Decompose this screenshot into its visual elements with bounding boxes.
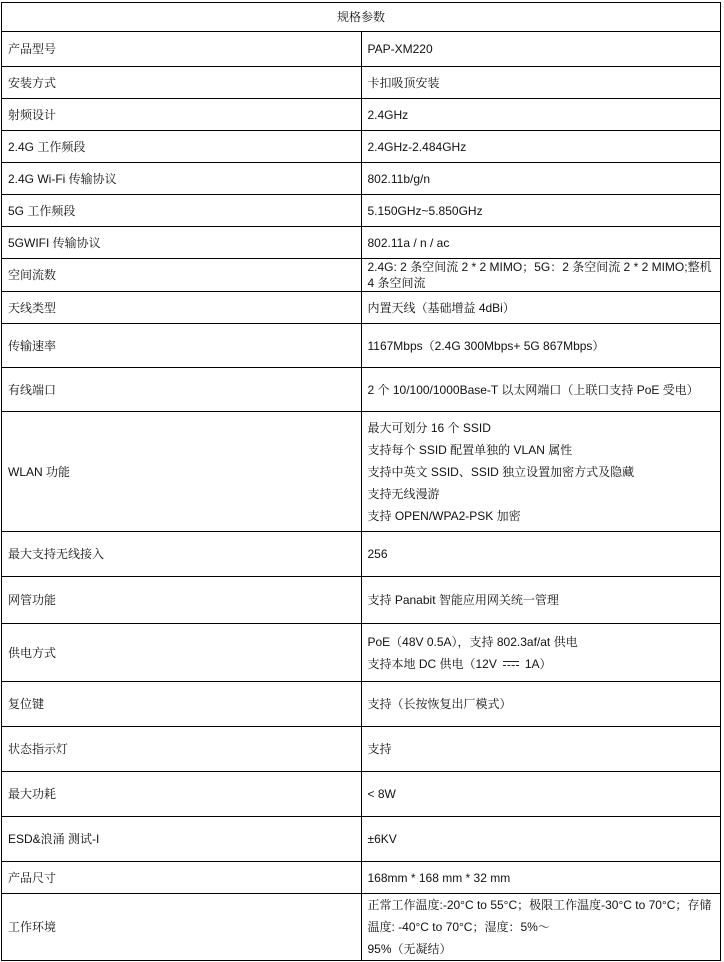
row-value: 卡扣吸顶安装 — [361, 67, 721, 99]
table-row — [2, 624, 721, 682]
table-row — [2, 32, 721, 67]
row-value: 支持 Panabit 智能应用网关统一管理 — [361, 577, 721, 624]
table-header-row — [2, 3, 721, 32]
row-value: 2.4GHz-2.484GHz — [361, 131, 721, 163]
row-label: 传输速率 — [2, 324, 362, 368]
table-row — [2, 324, 721, 368]
power-dc-text: 支持本地 DC 供电（12V — [367, 656, 497, 671]
row-value: ±6KV — [361, 817, 721, 862]
env-line: 95%（无凝结） — [367, 942, 452, 956]
table-row — [2, 99, 721, 131]
table-row — [2, 532, 721, 577]
row-value: 802.11b/g/n — [361, 163, 721, 195]
wlan-line: 支持无线漫游 — [367, 486, 440, 501]
wlan-line: 最大可划分 16 个 SSID — [367, 420, 491, 435]
row-label: 工作环境 — [2, 894, 362, 961]
row-value: 5.150GHz~5.850GHz — [361, 195, 721, 227]
row-value: 256 — [361, 532, 721, 577]
table-row — [2, 292, 721, 324]
wlan-line: 支持中英文 SSID、SSID 独立设置加密方式及隐藏 — [367, 464, 635, 479]
row-label: ESD&浪涌 测试-I — [2, 817, 362, 862]
row-value-text: 2 个 10/100/1000Base-T 以太网端口（上联口支持 PoE 受电） — [367, 382, 699, 397]
row-label: 5GWIFI 传输协议 — [2, 227, 362, 259]
row-value: 支持 — [361, 727, 721, 772]
table-row — [2, 368, 721, 412]
row-label: 状态指示灯 — [2, 727, 362, 772]
env-line: 正常工作温度:-20°C to 55°C；极限工作温度-30°C to 70°C；存储温度: -40°C to 70°C；湿度：5%～ — [367, 898, 712, 934]
table-row — [2, 412, 721, 532]
row-label: 最大功耗 — [2, 772, 362, 817]
table-row — [2, 682, 721, 727]
table-row — [2, 259, 721, 292]
row-value: 168mm * 168 mm * 32 mm — [361, 862, 721, 894]
row-value: PAP-XM220 — [361, 32, 721, 67]
row-label: 射频设计 — [2, 99, 362, 131]
row-value: 支持（长按恢复出厂模式） — [361, 682, 721, 727]
table-row — [2, 817, 721, 862]
row-value: 1167Mbps（2.4G 300Mbps+ 5G 867Mbps） — [361, 324, 721, 368]
row-label: 安装方式 — [2, 67, 362, 99]
row-label: 2.4G 工作频段 — [2, 131, 362, 163]
row-value — [361, 412, 721, 532]
table-row — [2, 163, 721, 195]
row-label: 供电方式 — [2, 624, 362, 682]
table-row — [2, 227, 721, 259]
table-title: 规格参数 — [2, 3, 721, 32]
row-value — [361, 624, 721, 682]
wlan-line: 支持每个 SSID 配置单独的 VLAN 属性 — [367, 442, 573, 457]
row-label: 最大支持无线接入 — [2, 532, 362, 577]
table-row — [2, 67, 721, 99]
row-value — [361, 368, 721, 412]
power-line-poe: PoE（48V 0.5A），支持 802.3af/at 供电 — [367, 634, 578, 649]
row-value — [361, 894, 721, 961]
row-label: 复位键 — [2, 682, 362, 727]
table-row — [2, 577, 721, 624]
row-value: 2.4GHz — [361, 99, 721, 131]
table-row — [2, 727, 721, 772]
wlan-line: 支持 OPEN/WPA2-PSK 加密 — [367, 508, 521, 523]
table-row — [2, 862, 721, 894]
row-value: 802.11a / n / ac — [361, 227, 721, 259]
spec-table — [1, 2, 721, 961]
table-row — [2, 894, 721, 961]
power-line-dc — [368, 653, 715, 675]
row-label: 天线类型 — [2, 292, 362, 324]
dc-symbol-icon — [503, 660, 519, 668]
row-value: 2.4G: 2 条空间流 2 * 2 MIMO；5G：2 条空间流 2 * 2 MIMO;整机 4 条空间流 — [361, 259, 721, 292]
row-label: 产品尺寸 — [2, 862, 362, 894]
row-label: 空间流数 — [2, 259, 362, 292]
row-label: 有线端口 — [2, 368, 362, 412]
row-label: 2.4G Wi-Fi 传输协议 — [2, 163, 362, 195]
row-label: 5G 工作频段 — [2, 195, 362, 227]
row-value: < 8W — [361, 772, 721, 817]
row-label: 网管功能 — [2, 577, 362, 624]
row-label: 产品型号 — [2, 32, 362, 67]
table-row — [2, 772, 721, 817]
table-row — [2, 195, 721, 227]
table-row — [2, 131, 721, 163]
row-value: 内置天线（基础增益 4dBi） — [361, 292, 721, 324]
row-label: WLAN 功能 — [2, 412, 362, 532]
power-dc-current: 1A） — [524, 656, 552, 671]
